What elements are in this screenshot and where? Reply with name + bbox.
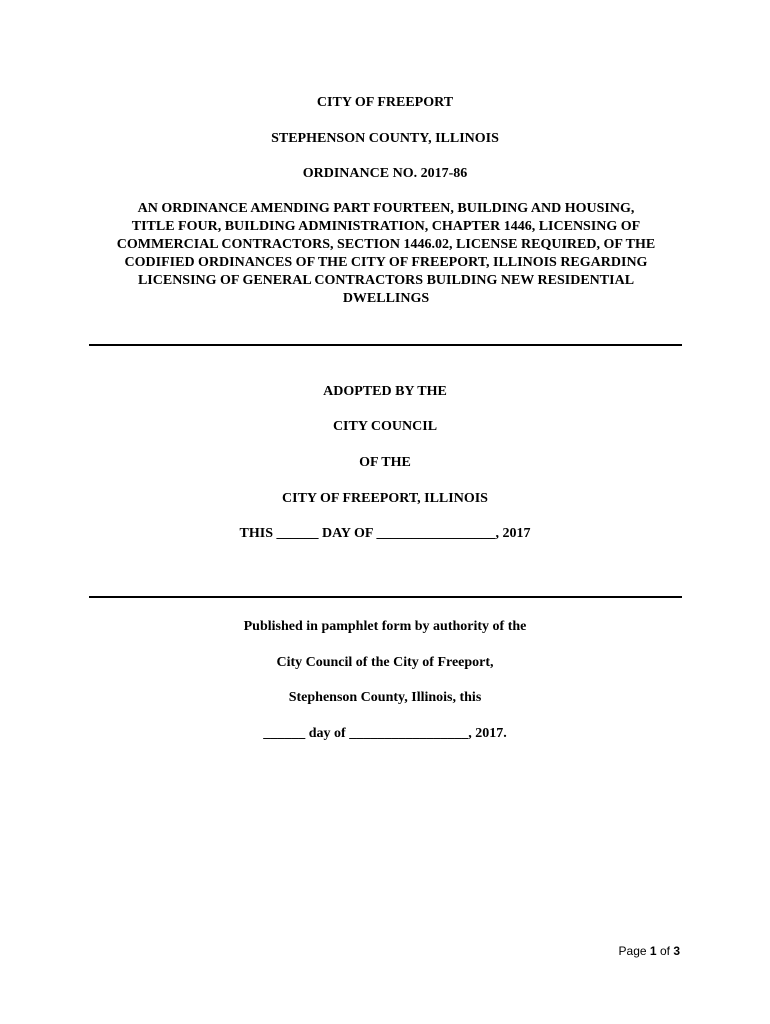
published-council-line: City Council of the City of Freeport, — [276, 655, 494, 670]
city-council-line: CITY COUNCIL — [332, 419, 438, 434]
ordinance-title-line: LICENSING OF GENERAL CONTRACTORS BUILDING NEW RESIDENTIAL — [137, 273, 635, 288]
divider-rule — [89, 596, 682, 598]
total-pages-number: 3 — [673, 944, 680, 958]
page-number — [619, 943, 680, 959]
city-heading: CITY OF FREEPORT — [316, 95, 454, 110]
divider-rule — [89, 344, 682, 346]
county-heading: STEPHENSON COUNTY, ILLINOIS — [271, 131, 499, 146]
ordinance-number: ORDINANCE NO. 2017-86 — [302, 166, 468, 181]
current-page-number: 1 — [649, 944, 657, 958]
ordinance-title-line: AN ORDINANCE AMENDING PART FOURTEEN, BUILDING AND HOUSING, — [137, 201, 635, 216]
city-of-freeport-line: CITY OF FREEPORT, ILLINOIS — [282, 491, 488, 506]
of-word: of — [659, 944, 670, 958]
publication-date-line: ______ day of _________________, 2017. — [263, 726, 507, 741]
ordinance-title-line: CODIFIED ORDINANCES OF THE CITY OF FREEPORT, ILLINOIS REGARDING — [124, 255, 648, 270]
ordinance-title-line: COMMERCIAL CONTRACTORS, SECTION 1446.02, LICENSE REQUIRED, OF THE — [116, 237, 656, 252]
page-word: Page — [618, 944, 647, 958]
of-the-line: OF THE — [359, 455, 411, 470]
adopted-by-line: ADOPTED BY THE — [323, 384, 447, 399]
published-county-line: Stephenson County, Illinois, this — [288, 690, 482, 705]
adoption-date-line: THIS ______ DAY OF _________________, 2017 — [239, 526, 531, 541]
ordinance-title — [90, 200, 682, 308]
ordinance-title-line: TITLE FOUR, BUILDING ADMINISTRATION, CHAPTER 1446, LICENSING OF — [131, 219, 641, 234]
published-line: Published in pamphlet form by authority of the — [243, 619, 527, 634]
ordinance-title-line: DWELLINGS — [342, 291, 430, 306]
